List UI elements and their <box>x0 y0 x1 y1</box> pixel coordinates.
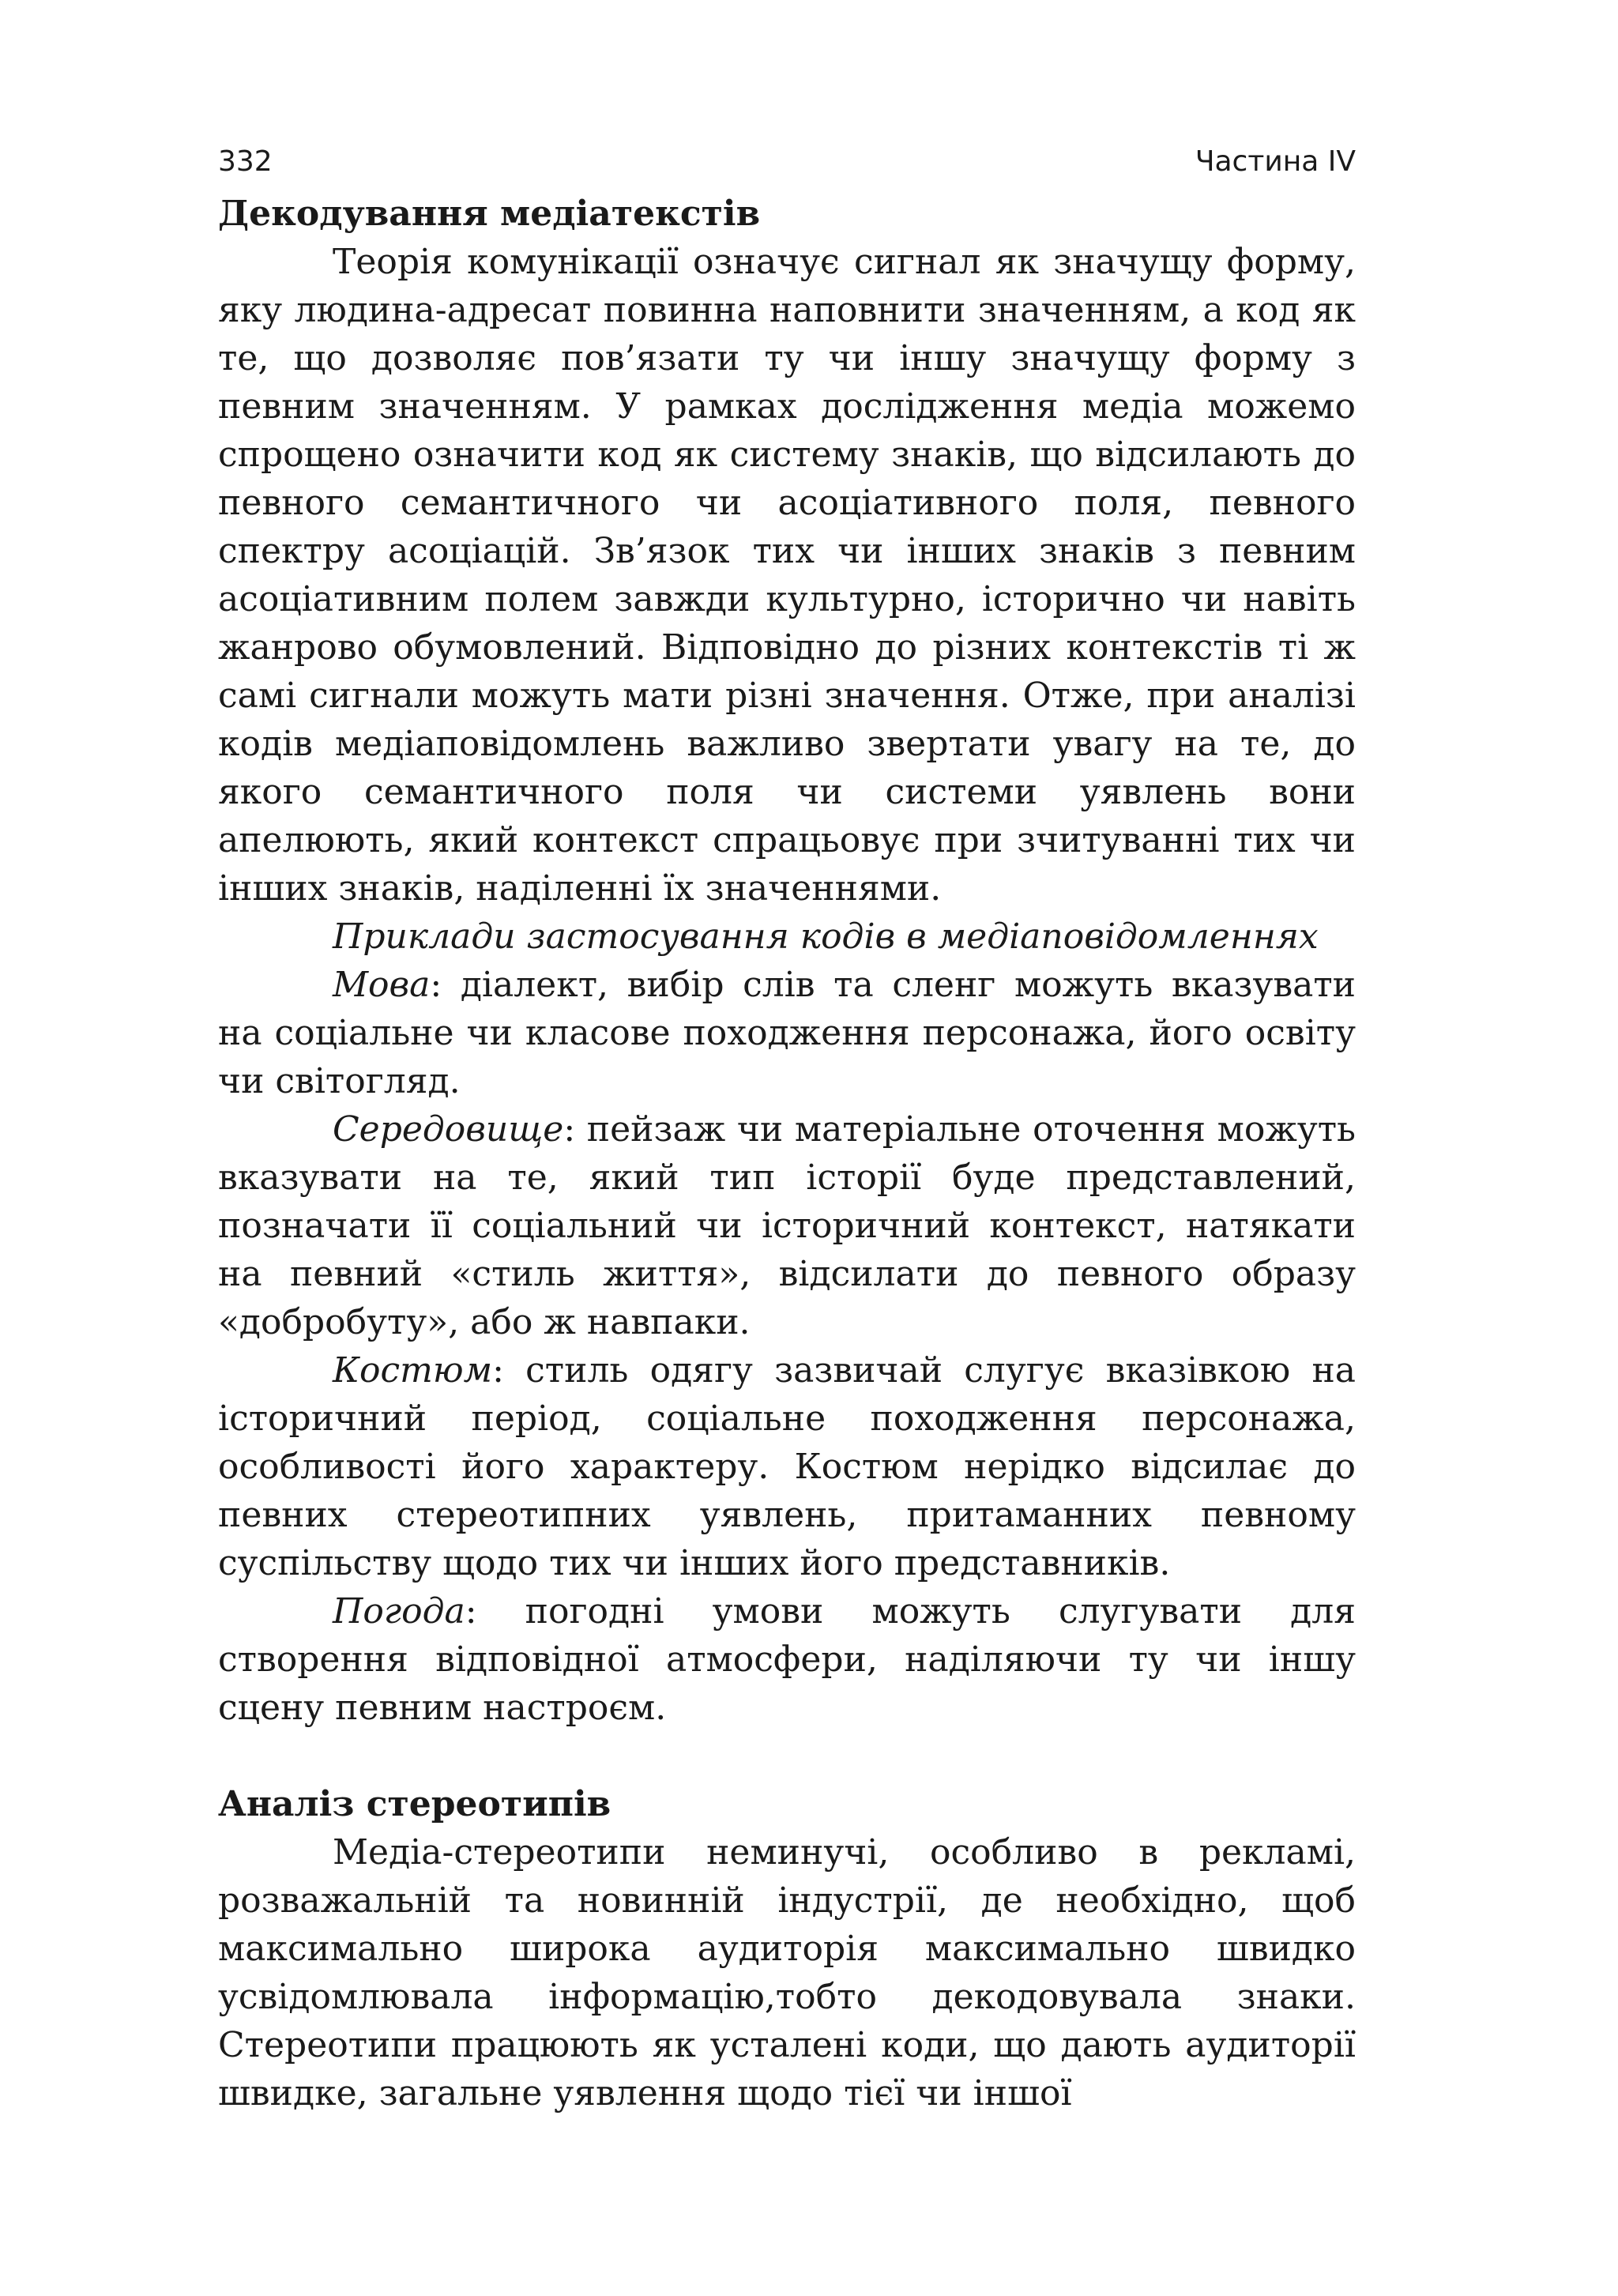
section-heading-stereotypes: Аналіз стереотипів <box>218 1784 611 1824</box>
example-text-weather: : погодні умови можуть слугувати для створення відповідної атмосфери, наділяючи ту чи іншу сцену певним настроєм. <box>218 1591 1356 1728</box>
example-term-weather: Погода <box>333 1591 465 1632</box>
example-text-environment: : пейзаж чи матеріальне оточення можуть вказувати на те, який тип історії буде представлений, позначати її соціальний чи історичний контекст, натякати на певний «стиль життя», відсилати до певного образу «добробуту», або ж навпаки. <box>218 1109 1356 1342</box>
paragraph-decoding-intro: Теорія комунікації означує сигнал як значущу форму, яку людина-адресат повинна наповнити значенням, а код як те, що дозволяє пов’язати ту чи іншу значущу форму з певним значенням. У рамках дослідження медіа можемо спрощено означити код як систему знаків, що відсилають до певного семантичного чи асоціативного поля, певного спектру асоціацій. Зв’язок тих чи інших знаків з певним асоціативним полем завжди культурно, історично чи навіть жанрово обумовлений. Відповідно до різних контекстів ті ж самі сигнали можуть мати різні значення. Отже, при аналізі кодів медіаповідомлень важливо звертати увагу на те, до якого семантичного поля чи системи уявлень вони апелюють, який контекст спрацьовує при зчитуванні тих чи інших знаків, наділенні їх значеннями. <box>218 242 1356 909</box>
example-text-language: : діалект, вибір слів та сленг можуть вказувати на соціальне чи класове походження персонажа, його освіту чи світогляд. <box>218 965 1356 1101</box>
paragraph-example-costume <box>218 1346 1356 1587</box>
examples-title <box>218 913 1356 961</box>
page-number: 332 <box>218 145 273 178</box>
body-text <box>218 190 1356 2117</box>
example-term-environment: Середовище <box>333 1109 564 1150</box>
paragraph-example-language <box>218 961 1356 1105</box>
paragraph-stereotypes-intro: Медіа-стереотипи неминучі, особливо в рекламі, розважальній та новинній індустрії, де необхідно, щоб максимально широка аудиторія максимально швидко усвідомлювала інформацію,тобто декодовувала знаки. Стереотипи працюють як усталені коди, що дають аудиторії швидке, загальне уявлення щодо тієї чи іншої <box>218 1832 1356 2113</box>
paragraph-example-weather <box>218 1587 1356 1732</box>
section-heading-decoding: Декодування медіатекстів <box>218 194 761 234</box>
example-term-language: Мова <box>333 965 431 1005</box>
example-text-costume: : стиль одягу зазвичай слугує вказівкою на історичний період, соціальне походження персонажа, особливості його характеру. Костюм нерідко відсилає до певних стереотипних уявлень, притаманних певному суспільству щодо тих чи інших його представників. <box>218 1350 1356 1583</box>
example-term-costume: Костюм <box>333 1350 493 1391</box>
paragraph-example-environment <box>218 1105 1356 1346</box>
examples-title-text: Приклади застосування кодів в медіаповідомленнях <box>333 917 1319 957</box>
running-header <box>218 142 1356 182</box>
document-page <box>218 142 1356 2117</box>
section-label: Частина IV <box>1195 145 1356 178</box>
